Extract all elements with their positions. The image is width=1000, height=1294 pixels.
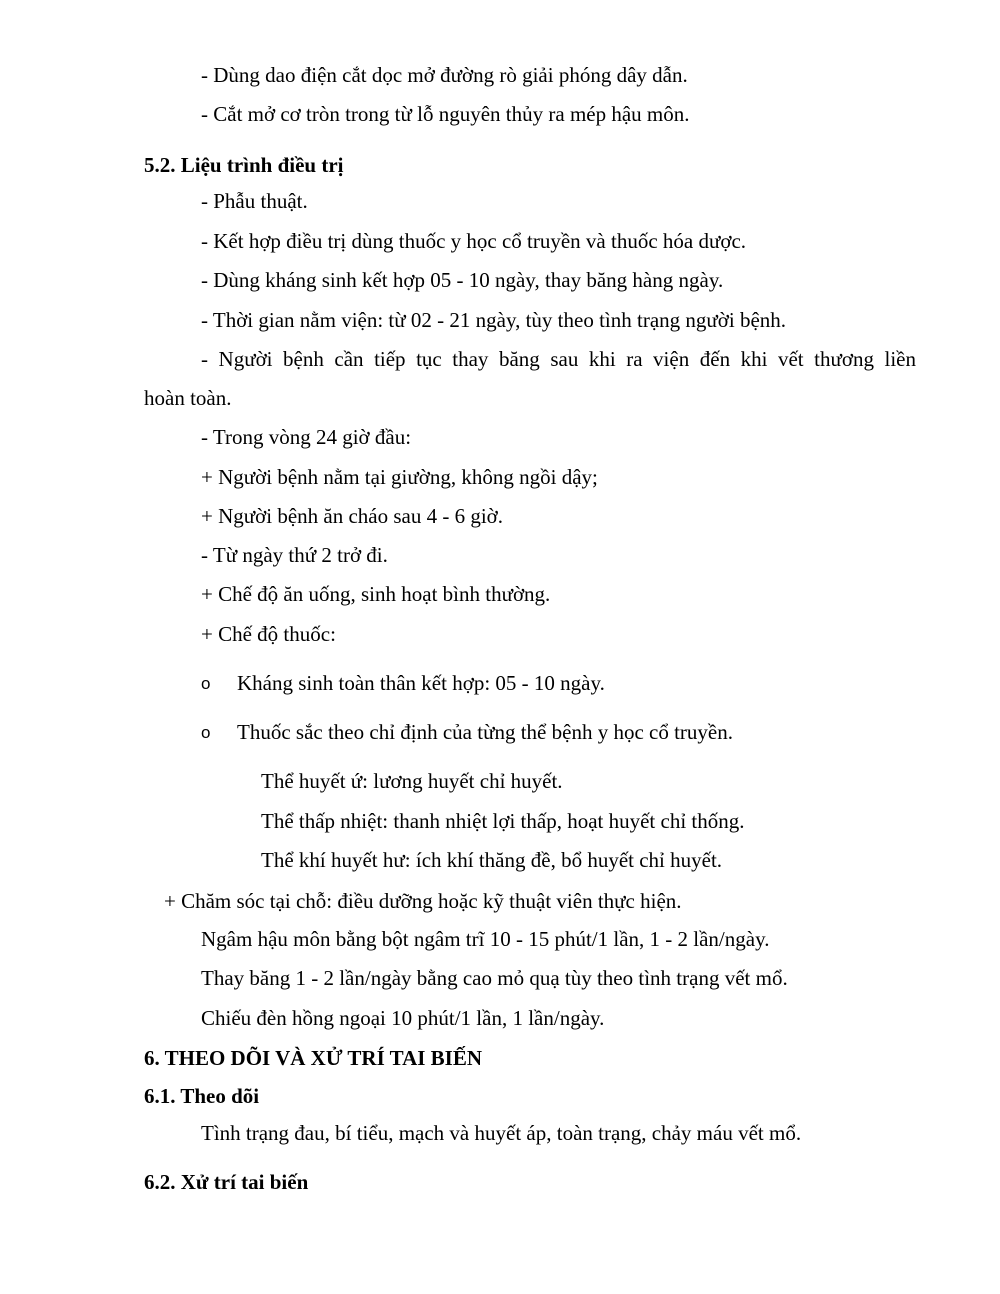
text-line: Ngâm hậu môn bằng bột ngâm trĩ 10 - 15 phút/1 lần, 1 - 2 lần/ngày. [201, 927, 770, 951]
section-heading-6-1: 6.1. Theo dõi [144, 1084, 260, 1108]
text-line: - Từ ngày thứ 2 trở đi. [201, 543, 388, 567]
list-item: Thuốc sắc theo chỉ định của từng thể bệnh y học cổ truyền. [237, 720, 733, 744]
circle-bullet-icon: o [201, 674, 211, 693]
text-line: + Người bệnh nằm tại giường, không ngồi dậy; [201, 465, 598, 489]
text-line: Thay băng 1 - 2 lần/ngày bằng cao mỏ quạ tùy theo tình trạng vết mổ. [201, 966, 788, 990]
text-line: hoàn toàn. [144, 386, 232, 410]
text-line: - Cắt mở cơ tròn trong từ lỗ nguyên thủy ra mép hậu môn. [201, 102, 690, 126]
section-heading-5-2: 5.2. Liệu trình điều trị [144, 153, 344, 177]
text-line: Thể huyết ứ: lương huyết chỉ huyết. [261, 769, 563, 793]
text-line: - Dùng dao điện cắt dọc mở đường rò giải phóng dây dẫn. [201, 63, 688, 87]
text-line: + Chế độ thuốc: [201, 622, 336, 646]
section-heading-6-2: 6.2. Xử trí tai biến [144, 1170, 309, 1194]
text-line: + Người bệnh ăn cháo sau 4 - 6 giờ. [201, 504, 504, 528]
text-line: - Trong vòng 24 giờ đầu: [201, 425, 412, 449]
text-line: Thể thấp nhiệt: thanh nhiệt lợi thấp, hoạt huyết chỉ thống. [261, 809, 745, 833]
text-line: + Chế độ ăn uống, sinh hoạt bình thường. [201, 582, 551, 606]
list-item: Kháng sinh toàn thân kết hợp: 05 - 10 ngày. [237, 671, 605, 695]
text-line: - Kết hợp điều trị dùng thuốc y học cổ truyền và thuốc hóa dược. [201, 229, 747, 253]
text-line: - Thời gian nằm viện: từ 02 - 21 ngày, tùy theo tình trạng người bệnh. [201, 308, 787, 332]
text-line: Tình trạng đau, bí tiểu, mạch và huyết áp, toàn trạng, chảy máu vết mổ. [201, 1121, 802, 1145]
text-line: - Phẫu thuật. [201, 189, 308, 213]
circle-bullet-icon: o [201, 723, 211, 742]
text-line: + Chăm sóc tại chỗ: điều dưỡng hoặc kỹ thuật viên thực hiện. [164, 889, 682, 913]
text-line: Chiếu đèn hồng ngoại 10 phút/1 lần, 1 lần/ngày. [201, 1006, 605, 1030]
text-line-justified: - Người bệnh cần tiếp tục thay băng sau khi ra viện đến khi vết thương liền [201, 347, 916, 371]
text-line: Thể khí huyết hư: ích khí thăng đề, bổ huyết chỉ huyết. [261, 848, 723, 872]
section-heading-6: 6. THEO DÕI VÀ XỬ TRÍ TAI BIẾN [144, 1046, 483, 1070]
text-line: - Dùng kháng sinh kết hợp 05 - 10 ngày, thay băng hàng ngày. [201, 268, 724, 292]
